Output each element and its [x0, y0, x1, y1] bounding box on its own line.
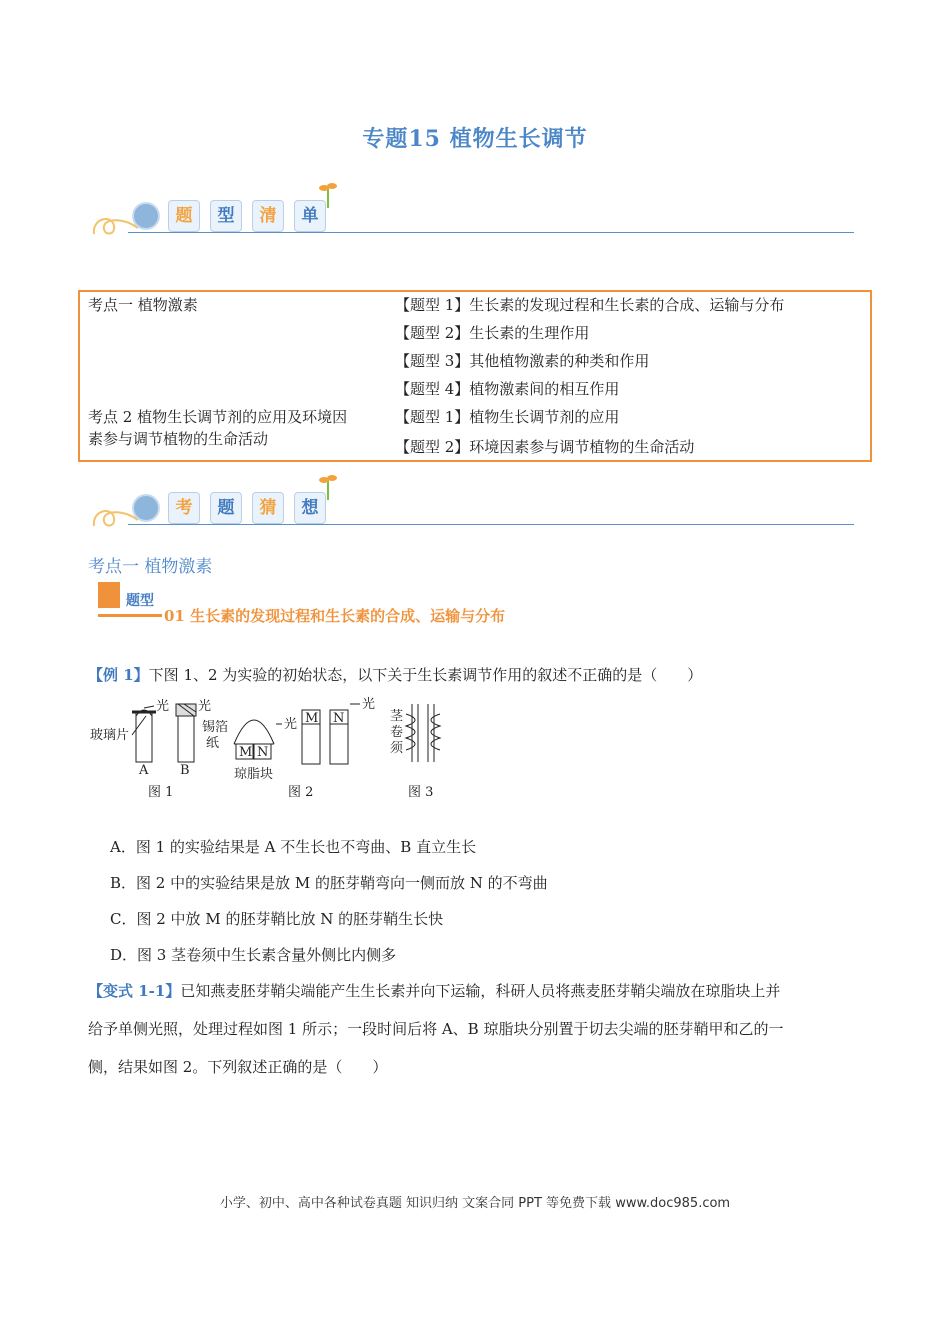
example-tag: 【例 1】 [88, 666, 149, 684]
banner-question-list [90, 188, 854, 248]
label-m: M [239, 745, 253, 760]
banner-rule [128, 232, 854, 233]
sprout-icon [318, 472, 338, 500]
table-cell: 【题型 3】其他植物激素的种类和作用 [395, 352, 650, 370]
banner-tile: 单 [294, 200, 326, 232]
option-c: C．图 2 中放 M 的胚芽鞘比放 N 的胚芽鞘生长快 [110, 910, 444, 928]
label-n: N [257, 745, 269, 760]
question-type-block [98, 582, 120, 608]
topic-table [78, 290, 872, 462]
table-cell: 素参与调节植物的生命活动 [88, 430, 269, 448]
label-agar: 琼脂块 [234, 767, 274, 782]
label-foil: 纸 [206, 736, 220, 751]
table-cell: 【题型 2】环境因素参与调节植物的生命活动 [395, 438, 695, 456]
table-cell: 考点 2 植物生长调节剂的应用及环境因 [88, 408, 348, 426]
example-question [88, 664, 868, 686]
variant-tag: 【变式 1-1】 [88, 982, 181, 1000]
banner-rule [128, 524, 854, 525]
banner-tile: 题 [210, 492, 242, 524]
experiment-figure [88, 694, 448, 804]
variant-line: 侧，结果如图 2。下列叙述正确的是（ ） [88, 1058, 388, 1076]
label-tendril: 茎 [390, 709, 404, 724]
table-cell: 【题型 4】植物激素间的相互作用 [395, 380, 620, 398]
badge-circle-icon [132, 202, 160, 230]
fig1-caption: 图 1 [148, 785, 174, 800]
banner-tile: 考 [168, 492, 200, 524]
label-light: 光 [284, 717, 298, 732]
page-footer: 小学、初中、高中各种试卷真题 知识归纳 文案合同 PPT 等免费下载 www.doc985.com [219, 1196, 731, 1211]
label-glass: 玻璃片 [90, 728, 130, 743]
table-cell: 考点一 植物激素 [88, 296, 198, 314]
variant-line: 给予单侧光照，处理过程如图 1 所示；一段时间后将 A、B 琼脂块分别置于切去尖端的胚芽鞘甲和乙的一 [88, 1020, 784, 1038]
banner-tile: 猜 [252, 492, 284, 524]
banner-tile: 想 [294, 492, 326, 524]
page-title: 专题15 植物生长调节 [362, 126, 588, 152]
banner-tile: 型 [210, 200, 242, 232]
banner-tile: 题 [168, 200, 200, 232]
banner-question-guess [90, 480, 854, 540]
option-b: B．图 2 中的实验结果是放 M 的胚芽鞘弯向一侧而放 N 的不弯曲 [110, 874, 548, 892]
label-a: A [139, 763, 149, 778]
option-a: A．图 1 的实验结果是 A 不生长也不弯曲、B 直立生长 [110, 838, 477, 856]
question-type-title: 01 生长素的发现过程和生长素的合成、运输与分布 [164, 607, 506, 625]
variant-text: 已知燕麦胚芽鞘尖端能产生生长素并向下运输，科研人员将燕麦胚芽鞘尖端放在琼脂块上并 [180, 982, 781, 1000]
question-type-underline [98, 614, 162, 617]
option-d: D．图 3 茎卷须中生长素含量外侧比内侧多 [110, 946, 397, 964]
label-tendril: 须 [390, 741, 404, 756]
section-heading: 考点一 植物激素 [88, 557, 213, 577]
badge-circle-icon [132, 494, 160, 522]
variant-line [88, 980, 878, 1002]
label-light: 光 [198, 699, 212, 714]
label-b: B [180, 763, 190, 778]
banner-tile: 清 [252, 200, 284, 232]
label-foil: 锡箔 [202, 720, 229, 735]
example-text: 下图 1、2 为实验的初始状态，以下关于生长素调节作用的叙述不正确的是（ ） [148, 666, 703, 684]
label-m: M [305, 711, 319, 726]
label-n: N [333, 711, 345, 726]
fig3-caption: 图 3 [408, 785, 434, 800]
table-cell: 【题型 1】生长素的发现过程和生长素的合成、运输与分布 [395, 296, 785, 314]
table-cell: 【题型 1】植物生长调节剂的应用 [395, 408, 620, 426]
label-light: 光 [156, 699, 170, 714]
table-cell: 【题型 2】生长素的生理作用 [395, 324, 590, 342]
fig2-caption: 图 2 [288, 785, 314, 800]
label-tendril: 卷 [390, 725, 404, 740]
sprout-icon [318, 180, 338, 208]
label-light: 光 [362, 697, 376, 712]
question-type-label: 题型 [126, 593, 154, 609]
